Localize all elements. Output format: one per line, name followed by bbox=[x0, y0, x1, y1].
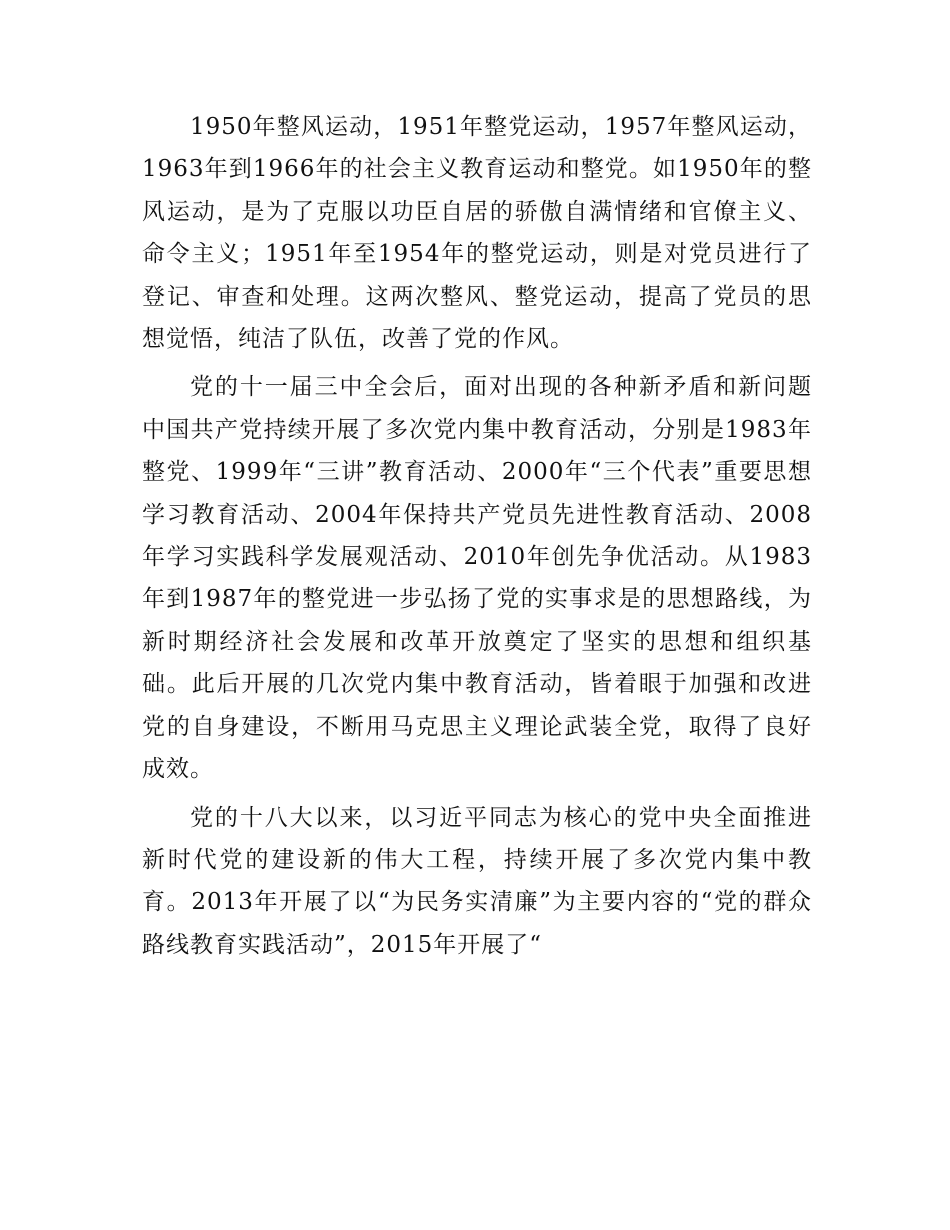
paragraph-new-era-education: 党的十八大以来，以习近平同志为核心的党中央全面推进新时代党的建设新的伟大工程，持续开展了多次党内集中教育。2013年开展了以“为民务实清廉”为主要内容的“党的群众路线教育实践活动”，2015年开展了“ bbox=[142, 804, 812, 958]
paragraph-rectification-movements: 1950年整风运动，1951年整党运动，1957年整风运动，1963年到1966年的社会主义教育运动和整党。如1950年的整风运动，是为了克服以功臣自居的骄傲自满情绪和官僚主义、命令主义；1951年至1954年的整党运动，则是对党员进行了登记、审查和处理。这两次整风、整党运动，提高了党员的思想觉悟，纯洁了队伍，改善了党的作风。 bbox=[142, 114, 812, 353]
document-body bbox=[142, 106, 812, 972]
paragraph-reform-era-education: 党的十一届三中全会后，面对出现的各种新矛盾和新问题中国共产党持续开展了多次党内集中教育活动，分别是1983年整党、1999年“三讲”教育活动、2000年“三个代表”重要思想学习教育活动、2004年保持共产党员先进性教育活动、2008年学习实践科学发展观活动、2010年创先争优活动。从1983年到1987年的整党进一步弘扬了党的实事求是的思想路线，为新时期经济社会发展和改革开放奠定了坚实的思想和组织基础。此后开展的几次党内集中教育活动，皆着眼于加强和改进党的自身建设，不断用马克思主义理论武装全党，取得了良好成效。 bbox=[142, 374, 812, 783]
